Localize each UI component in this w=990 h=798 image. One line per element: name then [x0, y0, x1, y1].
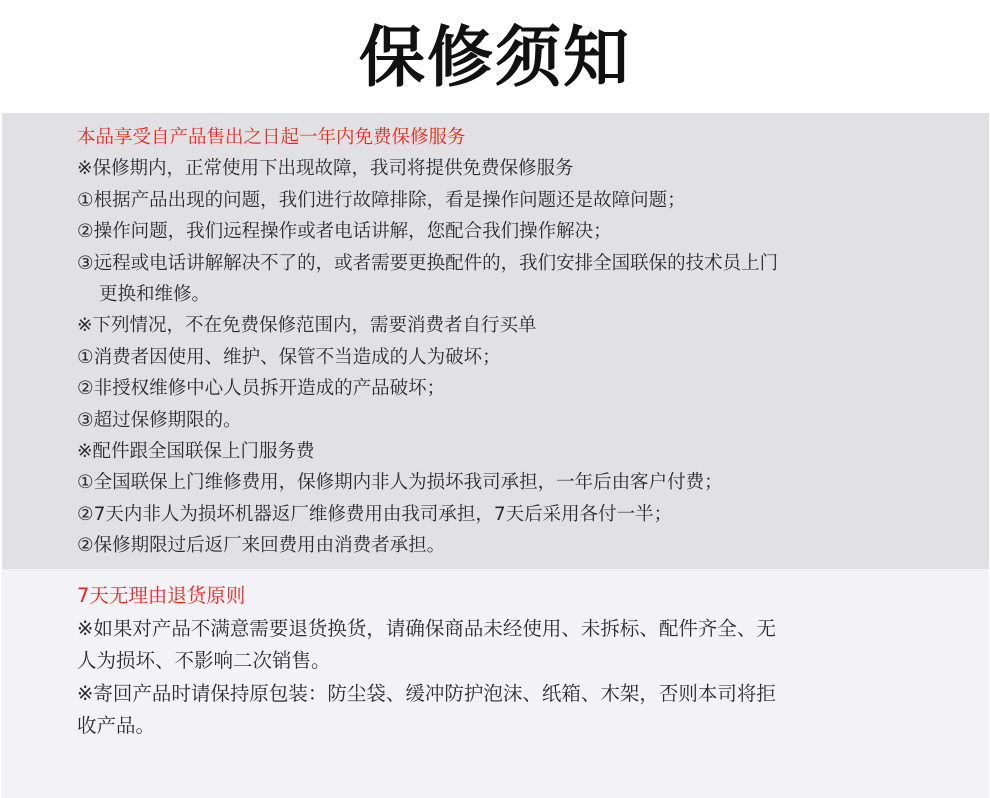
return-policy-line: ※寄回产品时请保持原包装：防尘袋、缓冲防护泡沫、纸箱、木架，否则本司将拒 [77, 681, 776, 705]
warranty-line: ①根据产品出现的问题，我们进行故障排除，看是操作问题还是故障问题； [77, 189, 686, 211]
warranty-section [2, 113, 989, 569]
return-policy-heading: 7天无理由退货原则 [77, 584, 246, 607]
warranty-line: ※保修期内，正常使用下出现故障，我司将提供免费保修服务 [77, 158, 574, 180]
warranty-line: ①全国联保上门维修费用，保修期内非人为损坏我司承担，一年后由客户付费； [77, 472, 723, 494]
return-policy-section [2, 569, 989, 798]
warranty-line: ③超过保修期限的。 [77, 409, 242, 431]
warranty-line: ②操作问题，我们远程操作或者电话讲解，您配合我们操作解决； [77, 221, 612, 243]
warranty-content [77, 122, 977, 562]
warranty-line: ②保修期限过后返厂来回费用由消费者承担。 [77, 535, 446, 557]
title-band [0, 0, 990, 112]
return-policy-content [77, 580, 977, 743]
page-title: 保修须知 [359, 19, 631, 96]
return-policy-line: ※如果对产品不满意需要退货换货，请确保商品未经使用、未拆标、配件齐全、无 [77, 616, 776, 640]
warranty-heading: 本品享受自产品售出之日起一年内免费保修服务 [77, 127, 466, 148]
warranty-line: ③远程或电话讲解解决不了的，或者需要更换配件的，我们安排全国联保的技术员上门 [77, 252, 779, 274]
warranty-line: ②非授权维修中心人员拆开造成的产品破坏； [77, 378, 446, 400]
return-policy-line: 人为损坏、不影响二次销售。 [77, 649, 331, 672]
warranty-line: ※配件跟全国联保上门服务费 [77, 441, 315, 463]
warranty-line: ①消费者因使用、维护、保管不当造成的人为破坏； [77, 346, 501, 368]
warranty-line: ②7天内非人为损坏机器返厂维修费用由我司承担，7天后采用各付一半； [77, 503, 673, 525]
warranty-line: ※下列情况，不在免费保修范围内，需要消费者自行买单 [77, 315, 537, 337]
warranty-line: 更换和维修。 [99, 284, 211, 306]
return-policy-line: 收产品。 [77, 714, 156, 737]
